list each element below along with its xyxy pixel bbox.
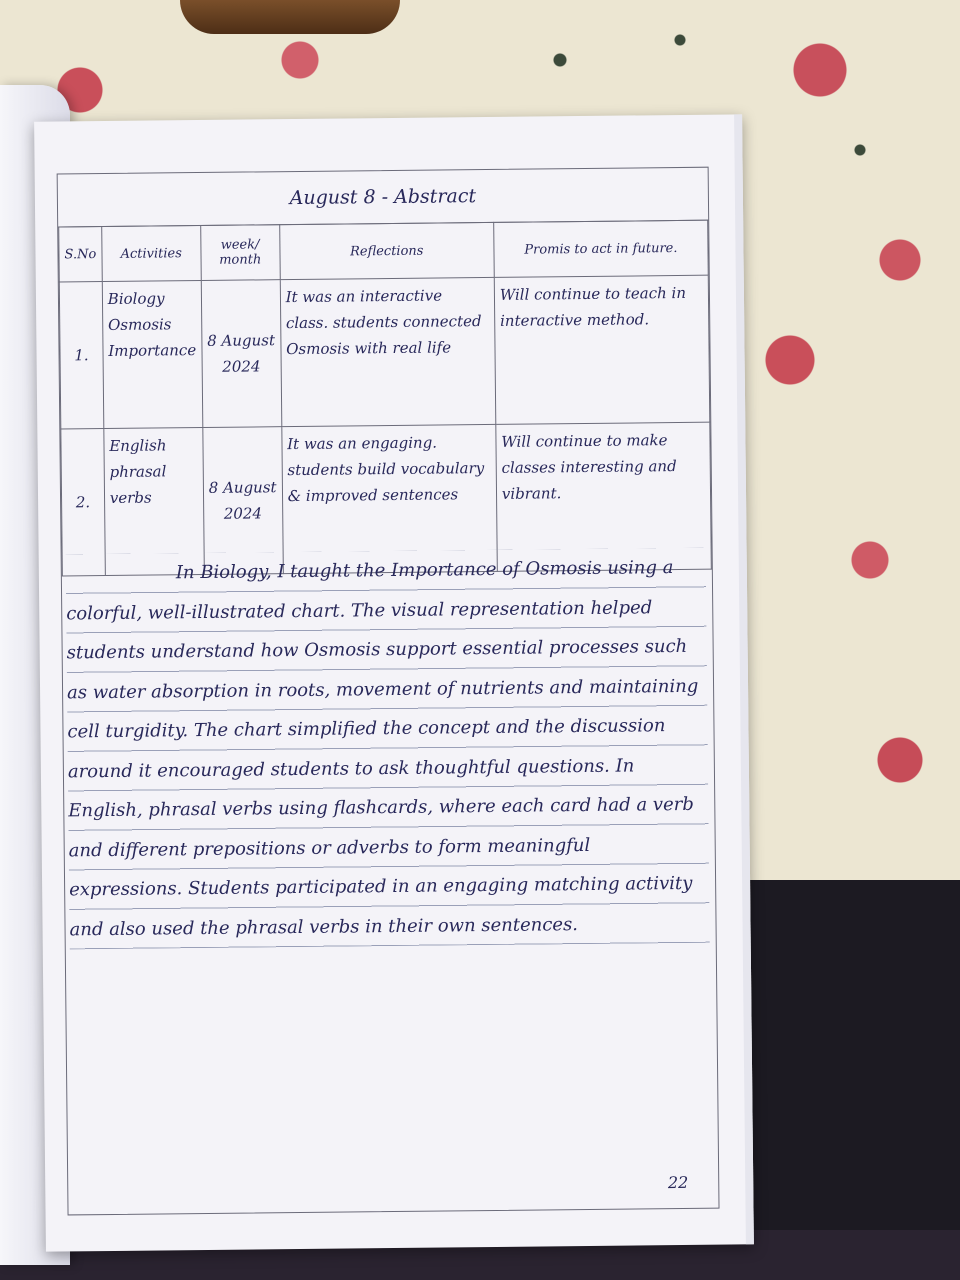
header-week: week/ month xyxy=(200,225,280,281)
reflection-table xyxy=(58,220,712,577)
row-reflection: It was an engaging. students build vocabulary & improved sentences xyxy=(281,424,497,573)
row-sno: 2. xyxy=(61,429,105,576)
page-number: 22 xyxy=(667,1172,689,1193)
header-sno: S.No xyxy=(59,227,102,282)
row-promise: Will continue to teach in interactive method. xyxy=(494,275,710,424)
row-activity: English phrasal verbs xyxy=(104,427,204,575)
row-reflection: It was an interactive class. students connected Osmosis with real life xyxy=(280,277,496,426)
row-week: 8 August 2024 xyxy=(202,427,283,575)
row-week: 8 August 2024 xyxy=(201,280,282,428)
paragraph-text: In Biology, I taught the Importance of Osmosis using a colorful, well-illustrated chart. The visual representation helped students understand how Osmosis support essential processes such as water absorption in roots, movement of nutrients and maintaining cell turgidity. The chart simplified the concept and the discussion around it encouraged students to ask thoughtful questions. In English, phrasal verbs using flashcards, where each card had a verb and different prepositions or adverbs to form meaningful expressions. Students participated in an engaging matching activity and also used the phrasal verbs in their own sentences. xyxy=(66,557,699,940)
header-activities: Activities xyxy=(101,226,200,282)
notebook-page xyxy=(34,114,754,1251)
header-reflections: Reflections xyxy=(279,222,494,279)
header-promise: Promis to act in future. xyxy=(494,220,709,277)
page-title: August 8 - Abstract xyxy=(58,168,709,228)
row-activity: Biology Osmosis Importance xyxy=(102,280,202,428)
table-header-row xyxy=(59,220,709,282)
row-promise: Will continue to make classes interesting and vibrant. xyxy=(496,422,712,571)
page-frame xyxy=(57,167,720,1216)
reflection-paragraph xyxy=(66,548,710,950)
table-row xyxy=(59,275,710,429)
row-sno: 1. xyxy=(59,282,103,429)
basket xyxy=(180,0,400,34)
